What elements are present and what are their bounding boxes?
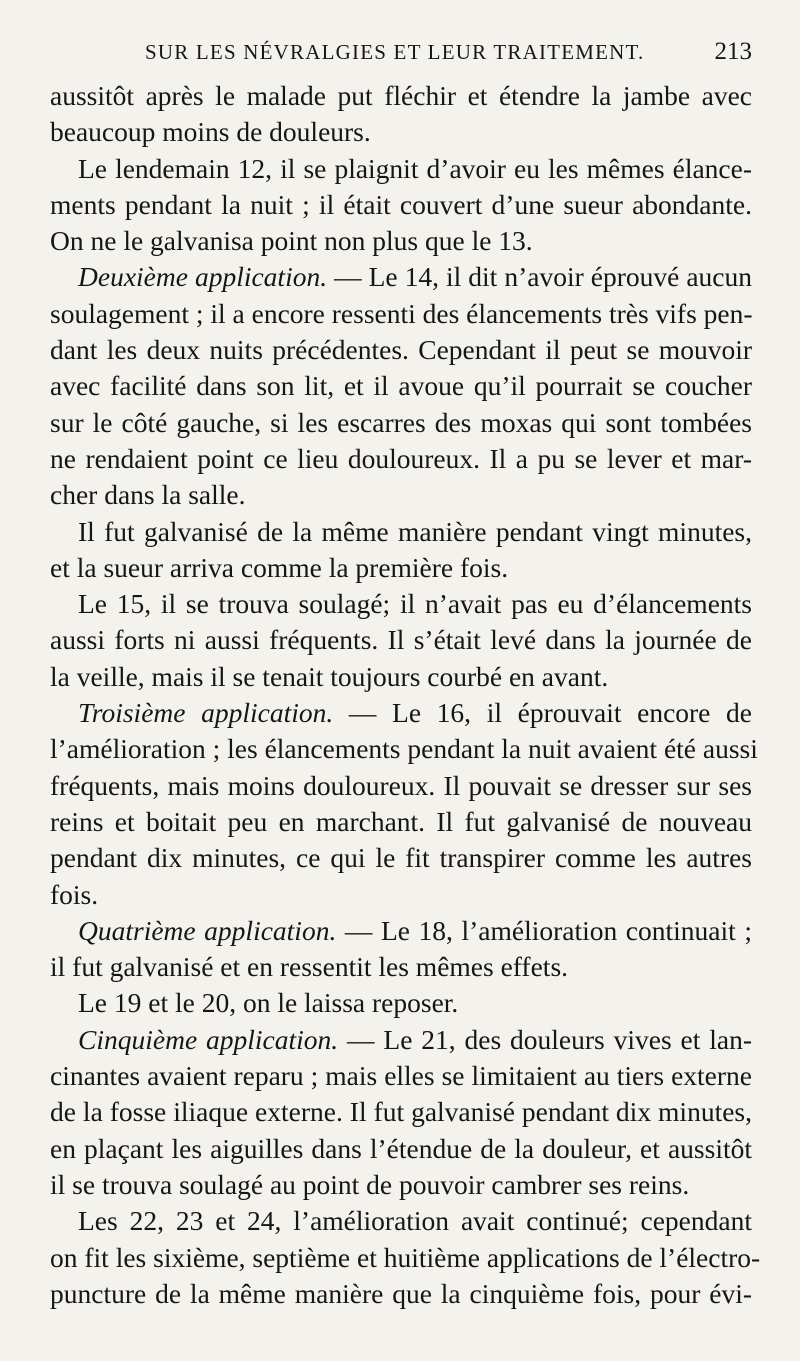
- text-line: fréquents, mais moins douloureux. Il pouvait se dresser sur ses: [50, 769, 752, 801]
- text-line: Cinquième application. — Le 21, des douleurs vives et lan-: [78, 1023, 752, 1055]
- text-line: dant les deux nuits précédentes. Cependant il peut se mouvoir: [50, 334, 752, 366]
- body-text: [50, 78, 761, 1312]
- text-line: l’amélioration ; les élancements pendant la nuit avaient été aussi: [50, 733, 758, 765]
- text-line: ne rendaient point ce lieu douloureux. Il a pu se lever et mar-: [50, 442, 752, 474]
- running-head: [50, 38, 752, 78]
- text-line: avec facilité dans son lit, et il avoue qu’il pourrait se coucher: [50, 370, 752, 402]
- text-line: aussi forts ni aussi fréquents. Il s’était levé dans la journée de: [50, 624, 752, 656]
- section-heading: Deuxième application.: [78, 261, 328, 293]
- text-line: on fit les sixième, septième et huitième applications de l’électro-: [50, 1241, 761, 1273]
- section-heading: Troisième application.: [78, 697, 334, 729]
- text-line: beaucoup moins de douleurs.: [50, 116, 371, 148]
- text-line: de la fosse iliaque externe. Il fut galvanisé pendant dix minutes,: [50, 1096, 752, 1128]
- section-heading: Quatrième application.: [78, 914, 337, 946]
- text-line: Il fut galvanisé de la même manière pendant vingt minutes,: [78, 515, 752, 547]
- text-line: cinantes avaient reparu ; mais elles se limitaient au tiers externe: [50, 1060, 752, 1092]
- text-line: Le lendemain 12, il se plaignit d’avoir eu les mêmes élance-: [78, 152, 752, 184]
- text-line: aussitôt après le malade put fléchir et étendre la jambe avec: [50, 80, 752, 111]
- running-head-title: SUR LES NÉVRALGIES ET LEUR TRAITEMENT.: [145, 40, 645, 64]
- section-heading: Cinquième application.: [78, 1023, 339, 1055]
- text-line: ments pendant la nuit ; il était couvert d’une sueur abondante.: [50, 188, 752, 220]
- text-line: puncture de la même manière que la cinquième fois, pour évi-: [50, 1277, 752, 1309]
- text-line: cher dans la salle.: [50, 479, 246, 511]
- text-line: pendant dix minutes, ce qui le fit transpirer comme les autres: [50, 842, 752, 874]
- text-line: en plaçant les aiguilles dans l’étendue de la douleur, et aussitôt: [50, 1132, 752, 1164]
- text-line: Les 22, 23 et 24, l’amélioration avait continué; cependant: [78, 1205, 752, 1237]
- text-line: Quatrième application. — Le 18, l’amélioration continuait ;: [78, 914, 752, 946]
- text-line: Le 15, il se trouva soulagé; il n’avait pas eu d’élancements: [78, 588, 752, 620]
- text-line: Troisième application. — Le 16, il éprouvait encore de: [78, 697, 752, 729]
- text-line: et la sueur arriva comme la première fois.: [50, 551, 509, 583]
- text-line: sur le côté gauche, si les escarres des moxas qui sont tombées: [50, 406, 752, 438]
- text-line: fois.: [50, 878, 99, 910]
- text-line: Le 19 et le 20, on le laissa reposer.: [78, 987, 459, 1019]
- text-line: soulagement ; il a encore ressenti des élancements très vifs pen-: [50, 297, 753, 329]
- text-line: reins et boitait peu en marchant. Il fut galvanisé de nouveau: [50, 805, 752, 837]
- text-line: la veille, mais il se tenait toujours courbé en avant.: [50, 660, 609, 692]
- page-number: 213: [714, 38, 752, 65]
- text-line: On ne le galvanisa point non plus que le 13.: [50, 225, 533, 257]
- text-line: Deuxième application. — Le 14, il dit n’avoir éprouvé aucun: [78, 261, 752, 293]
- text-line: il se trouva soulagé au point de pouvoir cambrer ses reins.: [50, 1168, 690, 1200]
- text-line: il fut galvanisé et en ressentit les mêmes effets.: [50, 951, 569, 983]
